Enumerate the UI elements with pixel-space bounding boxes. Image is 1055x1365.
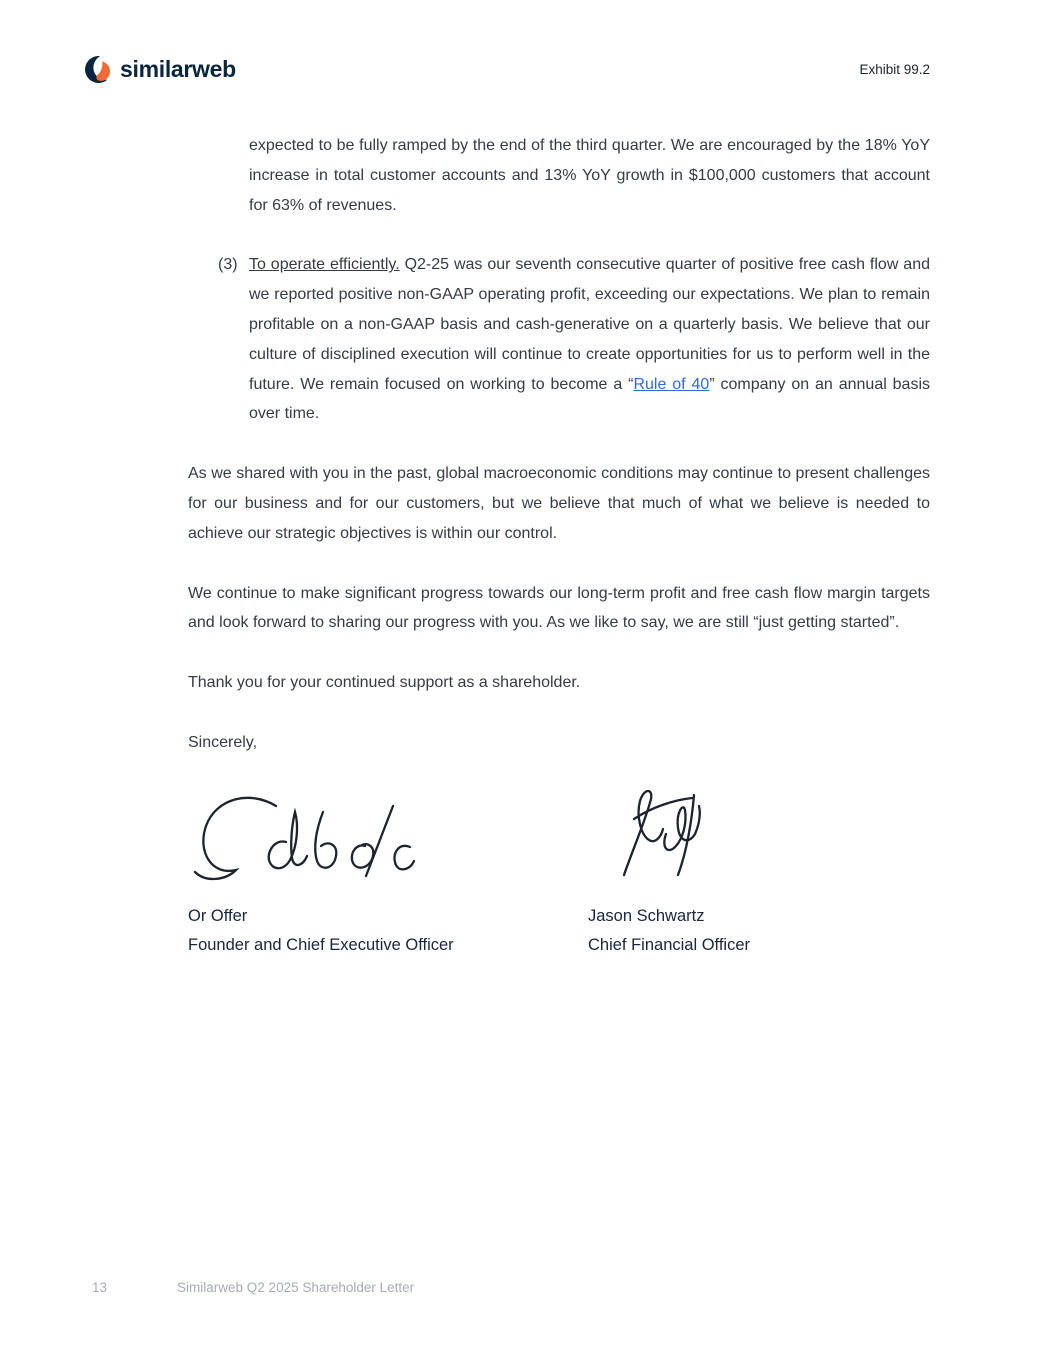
signature-or-offer <box>188 784 418 884</box>
signatory-blocks <box>188 902 930 960</box>
footer-doc-title: Similarweb Q2 2025 Shareholder Letter <box>177 1280 415 1295</box>
logo-wordmark: similarweb <box>120 56 236 82</box>
letter-body <box>188 131 930 960</box>
item-text-b: ” company on an annual basis over time. <box>249 375 931 423</box>
page-footer <box>92 1280 414 1295</box>
similarweb-logo <box>85 56 236 83</box>
page-number: 13 <box>92 1280 108 1295</box>
signatory-right <box>588 902 930 960</box>
signatory-left <box>188 902 588 960</box>
item-number: (3) <box>218 256 238 274</box>
item-text <box>249 250 930 429</box>
similarweb-mark-icon <box>85 56 112 83</box>
closing-sincerely: Sincerely, <box>188 733 258 751</box>
item-text-a: Q2-25 was our seventh consecutive quarter of positive free cash flow and we reported positive non-GAAP operating profit, exceeding our expectations. We plan to remain profitable on a non-GAAP basis and cash-generative on a quarterly basis. We believe that our culture of disciplined execution will continue to create opportunities for us to perform well in the future. We remain focused on working to become a “ <box>249 256 930 393</box>
paragraph-macro-conditions: As we shared with you in the past, global macroeconomic conditions may continue to present challenges for our business and for our customers, but we believe that much of what we believe is needed to achieve our strategic objectives is within our control. <box>188 465 930 542</box>
signatory-title: Founder and Chief Executive Officer <box>188 935 454 954</box>
paragraph-thanks: Thank you for your continued support as a shareholder. <box>188 674 581 692</box>
paragraph-continued: expected to be fully ramped by the end of the third quarter. We are encouraged by the 18% YoY increase in total customer accounts and 13% YoY growth in $100,000 customers that account for 63% of revenues. <box>249 137 930 214</box>
numbered-item-3 <box>218 250 930 429</box>
page-header <box>0 0 1055 83</box>
item-lead-underlined: To operate efficiently. <box>249 256 400 274</box>
signatory-name: Jason Schwartz <box>588 906 705 925</box>
signatory-title: Chief Financial Officer <box>588 935 751 954</box>
signatory-name: Or Offer <box>188 906 248 925</box>
signature-row <box>188 774 930 884</box>
signature-jason-schwartz <box>596 779 721 884</box>
exhibit-label: Exhibit 99.2 <box>859 62 930 77</box>
paragraph-progress: We continue to make significant progress towards our long-term profit and free cash flow margin targets and look forward to sharing our progress with you. As we like to say, we are still “just getting started”. <box>188 584 930 632</box>
rule-of-40-link[interactable]: Rule of 40 <box>633 375 710 393</box>
